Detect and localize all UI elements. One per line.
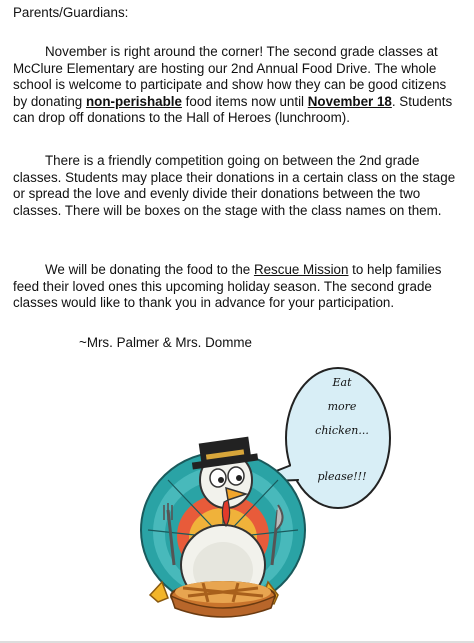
p2-text: There is a friendly competition going on between the 2nd grade classes. Students may place their donations in a certain class on the stage or spread the love and evenly divide their donations between the two classes. There will be boxes on the stage with the class names on them. [13,153,456,218]
p3-text-1: We will be donating the food to the [45,262,254,277]
p1-text-3: . Students can drop off donations to the Hall of Heroes (lunchroom). [13,93,453,126]
paragraph-food-drive [13,44,463,127]
p1-emphasis-non-perishable: non-perishable [85,93,182,109]
p1-text-1: November is right around the corner! The second grade classes at McClure Elementary are hosting our 2nd Annual Food Drive. The whole school is welcome to participate and show how they can be good citizens by donating [13,44,447,109]
bubble-line-2: more [327,400,357,413]
rescue-mission-text: Rescue Mission [253,262,349,277]
p1-emphasis-deadline: November 18 [307,93,392,109]
paragraph-donation [13,262,463,312]
bubble-line-1: Eat [332,376,352,389]
bubble-line-4: please!!! [317,470,367,483]
p3-text-2: to help families feed their loved ones this upcoming holiday season. The second grade classes would like to thank you in advance for your participation. [13,262,442,311]
signature: ~Mrs. Palmer & Mrs. Domme [79,335,252,350]
salutation: Parents/Guardians: [13,5,129,20]
p1-text-2: food items now until [181,93,308,109]
pie-icon [171,581,275,617]
bubble-line-3: chicken... [315,424,369,437]
paragraph-competition [13,153,463,219]
